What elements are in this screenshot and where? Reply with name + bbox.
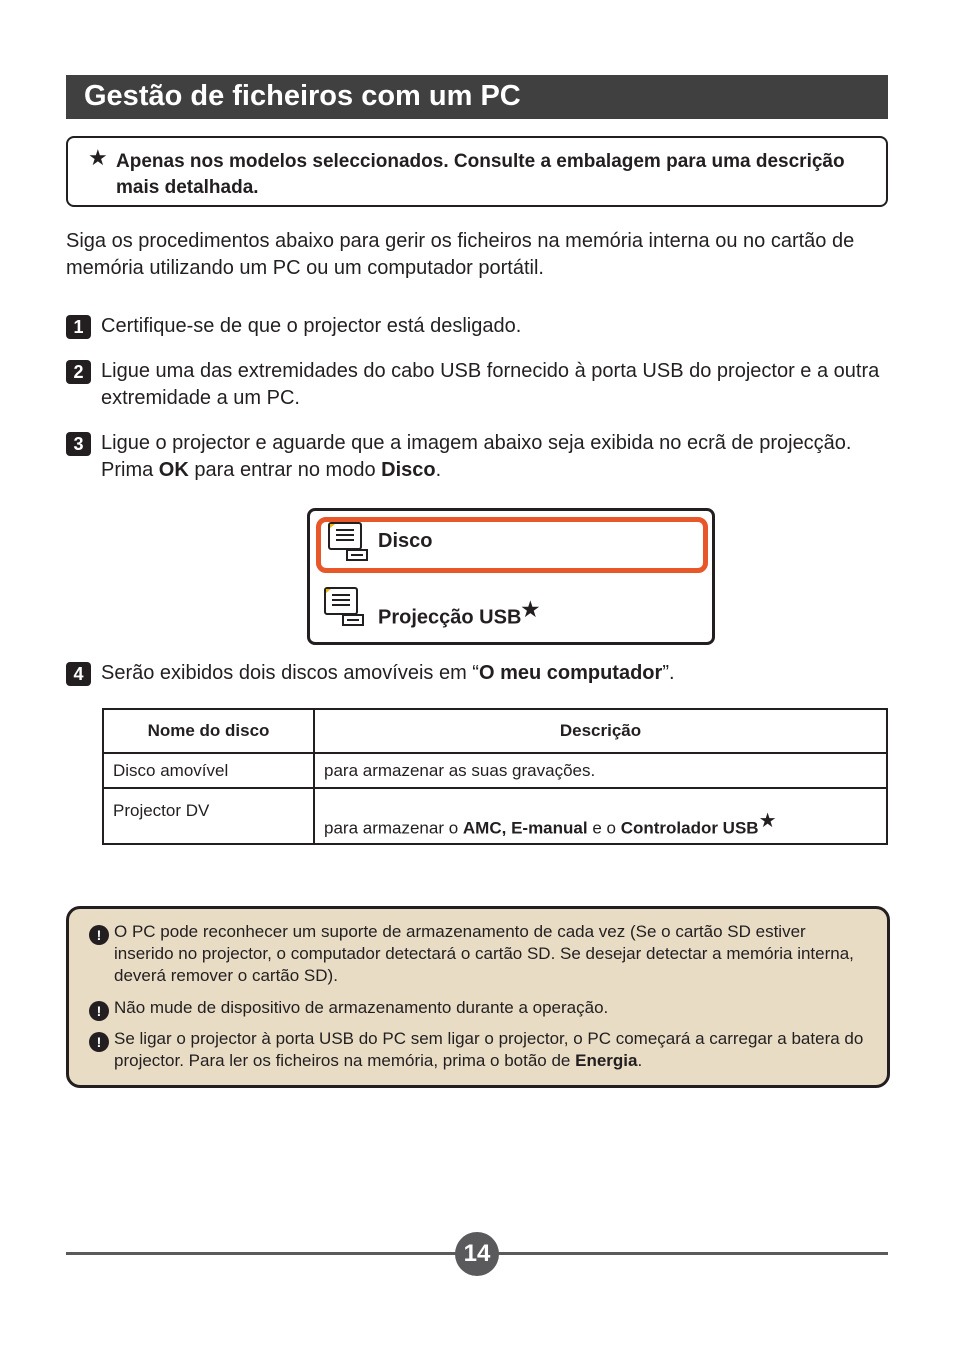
warning-icon: ! [89, 1001, 109, 1021]
note-text: Apenas nos modelos seleccionados. Consulte a embalagem para uma descrição mais detalhada. [116, 151, 845, 198]
menu-item-label: Disco [378, 530, 433, 552]
disk-monitor-icon [327, 520, 371, 564]
title-bar [66, 75, 888, 119]
intro-paragraph: Siga os procedimentos abaixo para gerir os ficheiros na memória interna ou no cartão de memória utilizando um PC ou um computador portátil. [66, 230, 855, 279]
step-text: Certifique-se de que o projector está desligado. [101, 315, 522, 337]
desc-bold-part: Controlador USB [620, 819, 759, 838]
energia-keyword: Energia [575, 1051, 638, 1070]
warning-text [114, 1028, 864, 1072]
menu-item-projeccao-usb[interactable] [322, 583, 702, 635]
warning-icon: ! [89, 1032, 109, 1052]
desc-bold-part: AMC, E-manual [462, 819, 588, 838]
step-number: 3 [66, 432, 91, 456]
step-number: 1 [66, 315, 91, 339]
star-icon: ★ [758, 810, 777, 833]
step-number: 4 [66, 662, 91, 686]
menu-item-label [378, 597, 539, 630]
column-header: Descrição [314, 709, 887, 753]
warning-text-part: . [637, 1051, 643, 1070]
step-text-part: para entrar no modo [188, 459, 382, 481]
step-text-part: Ligue o projector e aguarde que a imagem abaixo seja exibida no ecrã de projecção. Prima [101, 432, 852, 481]
disco-keyword: Disco [381, 459, 436, 481]
step-text [101, 660, 891, 687]
menu-item-label-text: Projecção USB [378, 606, 522, 629]
column-header: Nome do disco [103, 709, 314, 753]
step-number: 2 [66, 360, 91, 384]
step-text-part: . [435, 459, 442, 481]
warning-box [66, 906, 890, 1088]
page-number: 14 [455, 1232, 499, 1276]
step-text-part: Serão exibidos dois discos amovíveis em “ [101, 662, 479, 684]
table-header-row [103, 709, 887, 753]
star-icon: ★ [521, 599, 540, 621]
desc-text-part: para armazenar o [324, 819, 463, 838]
step-text: Ligue uma das extremidades do cabo USB fornecido à porta USB do projector e a outra extremidade a um PC. [101, 360, 880, 409]
my-computer-keyword: O meu computador [478, 662, 663, 684]
disk-desc-cell: para armazenar as suas gravações. [314, 753, 887, 788]
usb-monitor-icon [323, 585, 367, 629]
step-text-part: ”. [662, 662, 675, 684]
note-box [66, 136, 888, 207]
disk-name-cell: Disco amovível [103, 753, 314, 788]
warning-text: Não mude de dispositivo de armazenamento durante a operação. [114, 998, 609, 1017]
star-icon: ★ [88, 145, 108, 170]
ok-keyword: OK [158, 459, 189, 481]
menu-item-disco[interactable] [316, 517, 708, 573]
mode-menu [307, 508, 715, 645]
disk-name-cell: Projector DV [103, 788, 314, 844]
table-row [103, 753, 887, 788]
desc-text-part: e o [587, 819, 621, 838]
page-title: Gestão de ficheiros com um PC [84, 80, 521, 112]
table-row [103, 788, 887, 844]
warning-text-part: Se ligar o projector à porta USB do PC sem ligar o projector, o PC começará a carregar a batera do projector. Para ler os ficheiros na memória, prima o botão de [114, 1029, 864, 1070]
disk-desc-cell [314, 788, 887, 844]
warning-text: O PC pode reconhecer um suporte de armazenamento de cada vez (Se o cartão SD estiver inserido no projector, o computador detectará o cartão SD. Se desejar detectar a memória interna, deverá remover o cartão SD). [114, 922, 854, 985]
step-text [101, 430, 891, 484]
disk-table [102, 708, 888, 845]
warning-icon: ! [89, 925, 109, 945]
